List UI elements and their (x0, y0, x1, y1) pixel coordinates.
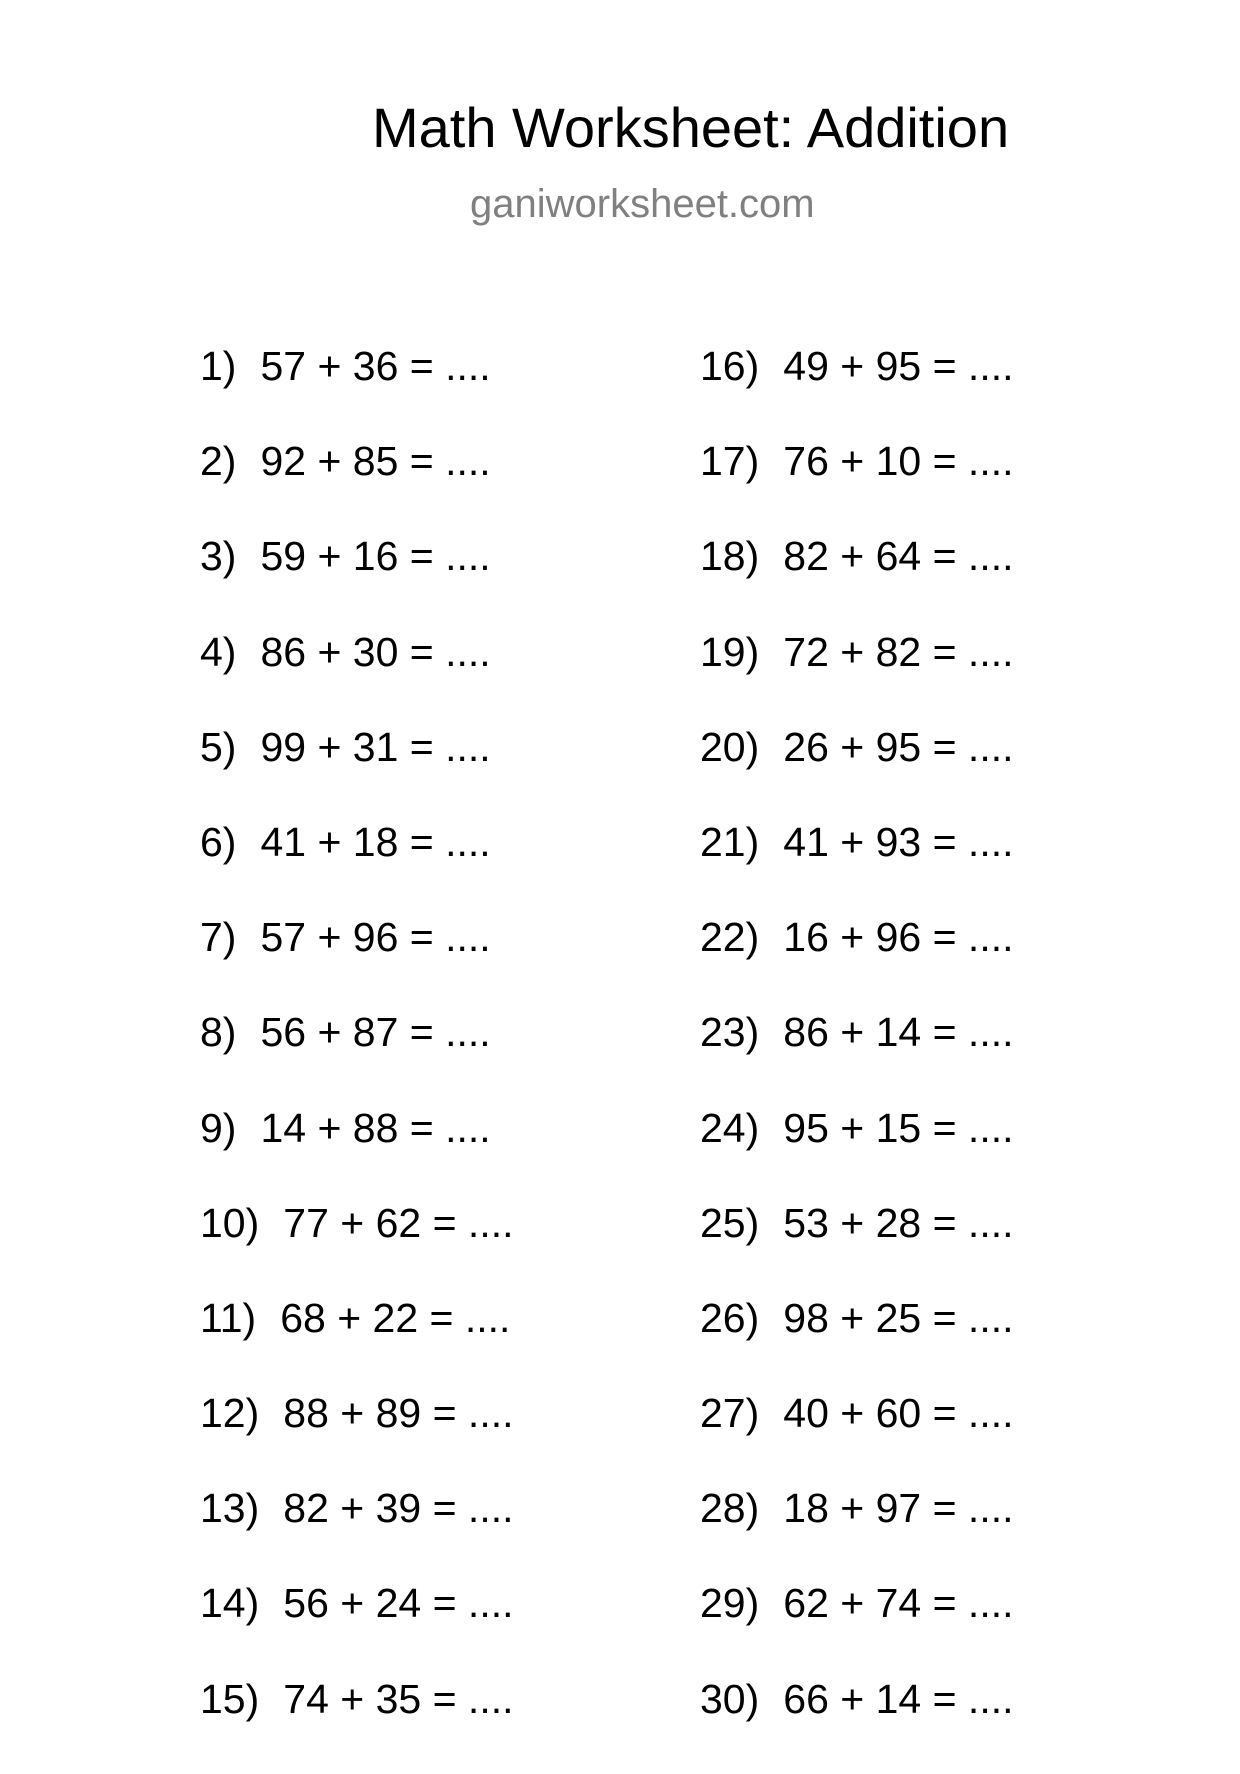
problem-row (200, 343, 760, 441)
problem-number: 2) (200, 438, 237, 485)
page-subtitle: ganiworksheet.com (470, 182, 815, 226)
problem-expression: 62 + 74 = .... (783, 1580, 1014, 1627)
problem-row (200, 1580, 760, 1678)
problem-row (200, 1104, 760, 1203)
problem-number: 28) (700, 1485, 760, 1532)
problem-expression: 40 + 60 = .... (783, 1390, 1014, 1437)
problem-expression: 92 + 85 = .... (260, 438, 491, 485)
problem-row (700, 628, 1240, 727)
problem-number: 7) (200, 914, 237, 961)
problem-expression: 98 + 25 = .... (783, 1294, 1014, 1341)
problem-expression: 72 + 82 = .... (783, 628, 1014, 675)
problem-row (200, 1199, 760, 1298)
problem-expression: 86 + 14 = .... (783, 1009, 1014, 1056)
problem-row (200, 1390, 760, 1488)
problem-number: 21) (700, 818, 760, 865)
problem-number: 15) (200, 1675, 260, 1722)
problem-number: 17) (700, 438, 760, 485)
problem-row (700, 1390, 1240, 1488)
problem-row (200, 438, 760, 536)
problem-number: 12) (200, 1390, 260, 1437)
problem-row (200, 1009, 760, 1107)
problem-expression: 56 + 87 = .... (260, 1009, 491, 1056)
problem-number: 24) (700, 1104, 760, 1151)
problem-expression: 95 + 15 = .... (783, 1104, 1014, 1151)
problem-expression: 68 + 22 = .... (280, 1294, 511, 1341)
problem-number: 18) (700, 533, 760, 580)
problem-row (200, 723, 760, 822)
problem-expression: 86 + 30 = .... (260, 628, 491, 675)
problem-row (200, 1485, 760, 1583)
problem-row (700, 1104, 1240, 1203)
problem-row (200, 1294, 760, 1393)
problem-number: 27) (700, 1390, 760, 1437)
problem-row (200, 533, 760, 631)
problem-expression: 77 + 62 = .... (283, 1199, 514, 1246)
problem-expression: 76 + 10 = .... (783, 438, 1014, 485)
problem-number: 5) (200, 723, 237, 770)
problem-expression: 49 + 95 = .... (783, 343, 1014, 389)
problem-expression: 41 + 93 = .... (783, 818, 1014, 865)
problem-row (700, 1294, 1240, 1393)
problem-expression: 53 + 28 = .... (783, 1199, 1014, 1246)
problem-expression: 99 + 31 = .... (260, 723, 491, 770)
problem-expression: 59 + 16 = .... (260, 533, 491, 580)
problem-expression: 66 + 14 = .... (783, 1675, 1014, 1722)
problem-row (700, 438, 1240, 536)
problem-expression: 82 + 64 = .... (783, 533, 1014, 580)
problem-expression: 26 + 95 = .... (783, 723, 1014, 770)
problem-row (700, 343, 1240, 441)
problem-expression: 82 + 39 = .... (283, 1485, 514, 1532)
problem-number: 16) (700, 343, 760, 389)
problem-number: 30) (700, 1675, 760, 1722)
problem-number: 20) (700, 723, 760, 770)
problem-expression: 41 + 18 = .... (260, 818, 491, 865)
page-title: Math Worksheet: Addition (372, 96, 1010, 159)
problem-expression: 56 + 24 = .... (283, 1580, 514, 1627)
problem-number: 4) (200, 628, 237, 675)
problem-row (700, 914, 1240, 1012)
problem-expression: 57 + 96 = .... (260, 914, 491, 961)
problem-row (700, 1580, 1240, 1678)
problem-number: 11) (200, 1294, 257, 1341)
problem-row (200, 628, 760, 727)
problem-expression: 16 + 96 = .... (783, 914, 1014, 961)
problem-number: 25) (700, 1199, 760, 1246)
problem-row (200, 1675, 760, 1774)
problem-row (700, 1675, 1240, 1774)
problem-number: 19) (700, 628, 760, 675)
problem-row (700, 723, 1240, 822)
problem-number: 13) (200, 1485, 260, 1532)
problem-number: 8) (200, 1009, 237, 1056)
problem-row (200, 818, 760, 917)
problem-number: 22) (700, 914, 760, 961)
problem-number: 26) (700, 1294, 760, 1341)
problem-number: 23) (700, 1009, 760, 1056)
problem-number: 1) (200, 343, 237, 389)
problem-number: 6) (200, 818, 237, 865)
problem-expression: 74 + 35 = .... (283, 1675, 514, 1722)
problem-list-right (700, 343, 1240, 1774)
problem-number: 3) (200, 533, 237, 580)
problem-expression: 57 + 36 = .... (260, 343, 491, 389)
problem-number: 9) (200, 1104, 237, 1151)
problem-expression: 18 + 97 = .... (783, 1485, 1014, 1532)
problem-row (700, 818, 1240, 917)
problem-row (700, 1009, 1240, 1107)
problem-row (200, 914, 760, 1012)
problem-number: 14) (200, 1580, 260, 1627)
problem-expression: 88 + 89 = .... (283, 1390, 514, 1437)
problem-number: 29) (700, 1580, 760, 1627)
problem-number: 10) (200, 1199, 260, 1246)
problem-row (700, 1485, 1240, 1583)
problem-row (700, 533, 1240, 631)
problem-row (700, 1199, 1240, 1298)
problem-list-left (200, 343, 760, 1774)
problem-expression: 14 + 88 = .... (260, 1104, 491, 1151)
